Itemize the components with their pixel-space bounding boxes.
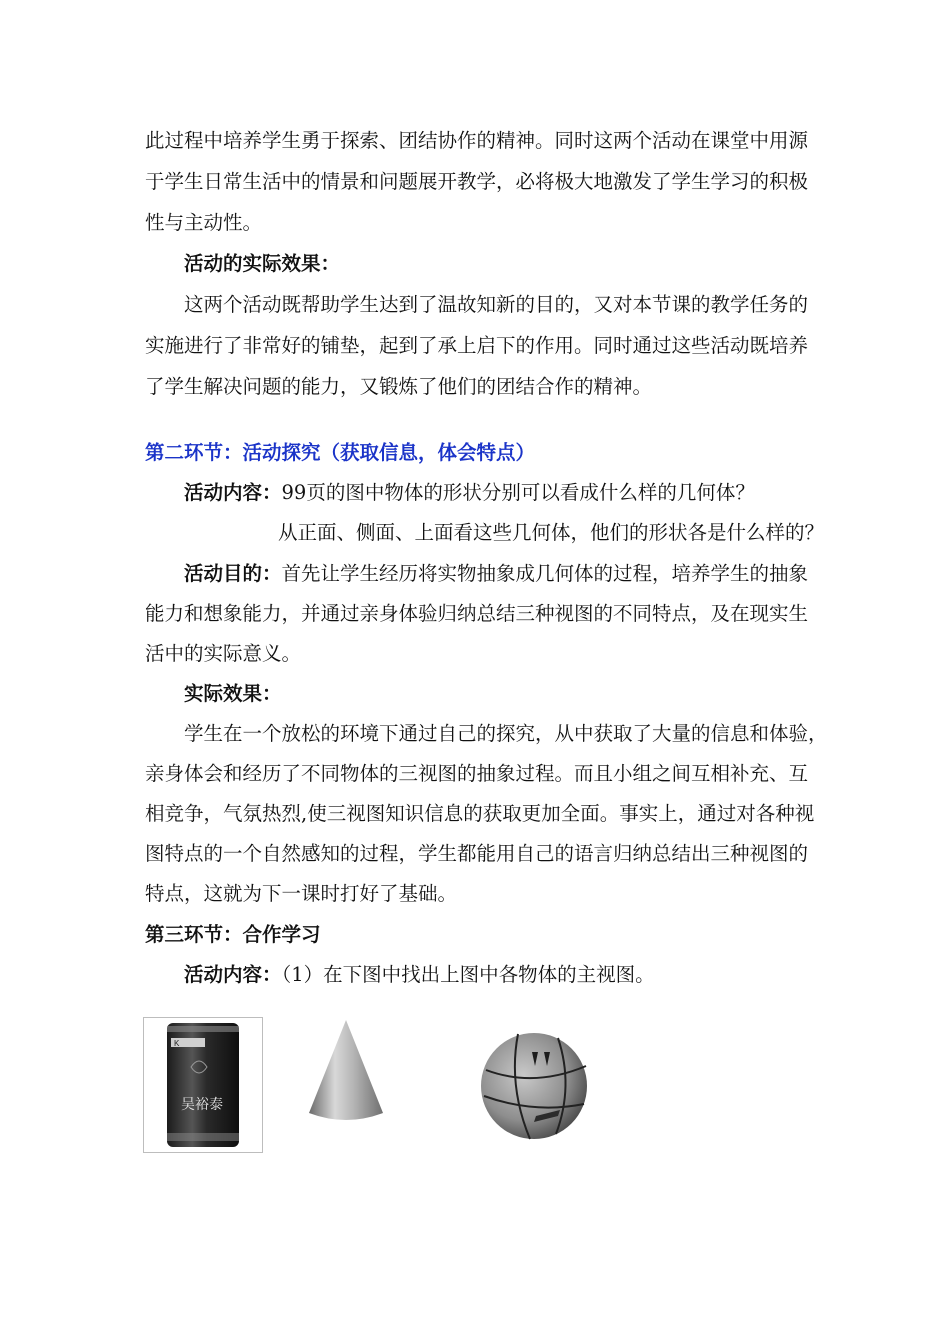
subheading-actual-effect: 实际效果： [184, 682, 282, 705]
paragraph-line: 这两个活动既帮助学生达到了温故知新的目的，又对本节课的教学任务的 [184, 293, 809, 316]
paragraph-line: 亲身体会和经历了不同物体的三视图的抽象过程。而且小组之间互相补充、互 [145, 762, 809, 785]
paragraph-line: 了学生解决问题的能力，又锻炼了他们的团结合作的精神。 [145, 375, 653, 398]
can-logo: K [174, 1039, 180, 1048]
basketball-svg [478, 1030, 590, 1142]
paragraph-line: 学生在一个放松的环境下通过自己的探究，从中获取了大量的信息和体验， [184, 722, 828, 745]
paragraph-line: 活中的实际意义。 [145, 642, 302, 665]
can-brand-text: 吴裕泰 [181, 1097, 223, 1113]
tea-can-svg [143, 1017, 263, 1153]
basketball-icon [478, 1030, 590, 1142]
section-heading-2: 第二环节：活动探究（获取信息，体会特点） [145, 441, 536, 464]
activity-content-line-2: 从正面、侧面、上面看这些几何体，他们的形状各是什么样的？ [278, 521, 825, 544]
paragraph-line: 实施进行了非常好的铺垫，起到了承上启下的作用。同时通过这些活动既培养 [145, 334, 809, 357]
subheading-effect: 活动的实际效果： [184, 252, 341, 275]
activity-content-label: 活动内容： [184, 481, 282, 504]
activity-goal-label: 活动目的： [184, 562, 282, 585]
paragraph-line: 相竞争，气氛热烈,使三视图知识信息的获取更加全面。事实上，通过对各种视 [145, 802, 815, 825]
paragraph-line: 能力和想象能力，并通过亲身体验归纳总结三种视图的不同特点，及在现实生 [145, 602, 809, 625]
tea-can-icon [143, 1017, 263, 1153]
cone-icon [305, 1017, 387, 1127]
paragraph-line: 性与主动性。 [145, 211, 263, 234]
paragraph-line: 特点，这就为下一课时打好了基础。 [145, 882, 458, 905]
activity-content-text: 99页的图中物体的形状分别可以看成什么样的几何体？ [281, 481, 755, 504]
cone-svg [305, 1017, 387, 1127]
paragraph-line: 此过程中培养学生勇于探索、团结协作的精神。同时这两个活动在课堂中用源 [145, 129, 809, 152]
section-heading-3: 第三环节：合作学习 [145, 923, 321, 946]
activity-goal-line [184, 561, 808, 587]
section3-content-line [184, 962, 655, 988]
activity-goal-text: 首先让学生经历将实物抽象成几何体的过程，培养学生的抽象 [281, 562, 809, 585]
paragraph-line: 于学生日常生活中的情景和问题展开教学，必将极大地激发了学生学习的积极 [145, 170, 809, 193]
paragraph-line: 图特点的一个自然感知的过程，学生都能用自己的语言归纳总结出三种视图的 [145, 842, 809, 865]
activity-content-line [184, 480, 755, 506]
section3-content-text: （1）在下图中找出上图中各物体的主视图。 [281, 963, 655, 986]
section3-content-label: 活动内容： [184, 963, 282, 986]
